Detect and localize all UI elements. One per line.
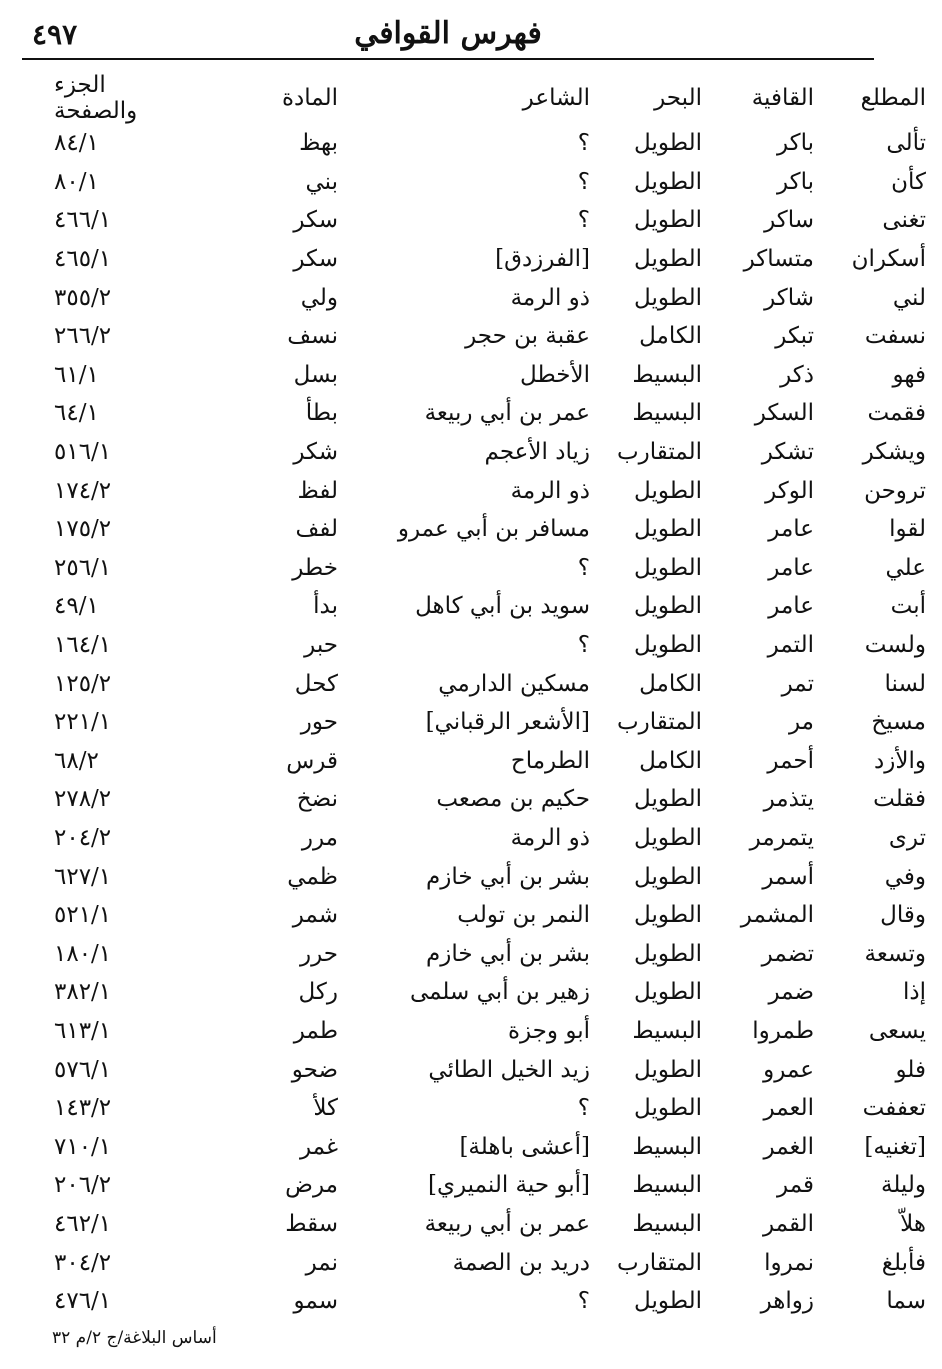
- table-row: [40, 471, 932, 510]
- table-row: [40, 973, 932, 1012]
- table-row: [40, 857, 932, 896]
- cell-poet: دريد بن الصمة: [452, 1249, 590, 1276]
- cell-bahr: المتقارب: [616, 709, 702, 736]
- cell-qafia: ساكر: [764, 207, 814, 234]
- cell-qafia: تمر: [781, 670, 814, 697]
- cell-bahr: الطويل: [634, 1095, 702, 1122]
- cell-mada: بدأ: [313, 593, 338, 620]
- cell-qafia: تبكر: [775, 323, 814, 350]
- cell-bahr: الطويل: [634, 168, 702, 195]
- cell-mada: مرض: [285, 1172, 338, 1199]
- cell-volume-page: ٣٠٤/٢: [54, 1249, 112, 1276]
- cell-matla: مسيخ: [871, 709, 926, 736]
- cell-qafia: متساكر: [743, 246, 814, 273]
- cell-matla: تألى: [886, 130, 926, 157]
- cell-qafia: التمر: [767, 632, 814, 659]
- table-row: [40, 433, 932, 472]
- cell-volume-page: ٤٦٥/١: [54, 246, 112, 273]
- cell-qafia: ذكر: [780, 361, 814, 388]
- page-number: ٤٩٧: [32, 18, 78, 51]
- cell-bahr: المتقارب: [616, 439, 702, 466]
- cell-matla: يسعى: [868, 1017, 926, 1044]
- cell-poet: عقبة بن حجر: [465, 323, 590, 350]
- cell-bahr: الطويل: [634, 477, 702, 504]
- cell-poet: سويد بن أبي كاهل: [415, 593, 590, 620]
- table-row: [40, 1012, 932, 1051]
- cell-poet: عمر بن أبي ربيعة: [424, 1210, 590, 1237]
- page-header: [22, 12, 874, 56]
- cell-bahr: الكامل: [639, 747, 702, 774]
- column-header-matla: المطلع: [860, 85, 926, 111]
- cell-mada: مرر: [301, 824, 338, 851]
- cell-bahr: الطويل: [634, 979, 702, 1006]
- cell-poet: حكيم بن مصعب: [436, 786, 590, 813]
- table-row: [40, 587, 932, 626]
- cell-mada: سمو: [293, 1288, 338, 1315]
- cell-bahr: المتقارب: [616, 1249, 702, 1276]
- cell-poet: ؟: [577, 554, 590, 581]
- cell-matla: وليلة: [880, 1172, 926, 1199]
- cell-matla: أسكران: [851, 246, 926, 273]
- cell-bahr: الطويل: [634, 902, 702, 929]
- cell-volume-page: ٤٩/١: [54, 593, 99, 620]
- cell-poet: ذو الرمة: [510, 477, 590, 504]
- cell-poet: مسكين الدارمي: [438, 670, 590, 697]
- cell-qafia: عامر: [768, 516, 814, 543]
- cell-qafia: شاكر: [764, 284, 814, 311]
- cell-mada: نمر: [305, 1249, 338, 1276]
- cell-qafia: باكر: [776, 168, 814, 195]
- page-title: فهرس القوافي: [354, 16, 542, 51]
- cell-qafia: الغمر: [763, 1133, 814, 1160]
- cell-poet: زياد الأعجم: [484, 439, 590, 466]
- cell-matla: أبت: [890, 593, 926, 620]
- cell-qafia: العمر: [763, 1095, 814, 1122]
- table-row: [40, 1050, 932, 1089]
- table-row: [40, 934, 932, 973]
- cell-poet: ؟: [577, 1095, 590, 1122]
- cell-qafia: يتمرمر: [749, 824, 814, 851]
- cell-poet: [أعشى باهلة]: [459, 1133, 590, 1160]
- cell-volume-page: ٦٨/٢: [54, 747, 99, 774]
- cell-mada: لفظ: [297, 477, 338, 504]
- footer-note: أساس البلاغة/ج ٢/م ٣٢: [52, 1328, 217, 1348]
- cell-volume-page: ١٧٤/٢: [54, 477, 112, 504]
- cell-qafia: زواهر: [760, 1288, 814, 1315]
- cell-poet: ؟: [577, 207, 590, 234]
- cell-mada: خطر: [292, 554, 338, 581]
- cell-volume-page: ١٤٣/٢: [54, 1095, 112, 1122]
- cell-matla: كأن: [891, 168, 926, 195]
- table-row: [40, 626, 932, 665]
- cell-qafia: قمر: [777, 1172, 814, 1199]
- cell-bahr: الطويل: [634, 246, 702, 273]
- cell-matla: ولست: [864, 632, 926, 659]
- cell-matla: لقوا: [889, 516, 926, 543]
- cell-volume-page: ١٢٥/٢: [54, 670, 112, 697]
- cell-qafia: الوكر: [765, 477, 814, 504]
- cell-mada: نسف: [287, 323, 338, 350]
- cell-matla: فهو: [892, 361, 926, 388]
- cell-mada: لفف: [295, 516, 338, 543]
- cell-mada: حرر: [299, 940, 338, 967]
- cell-bahr: البسيط: [632, 1172, 702, 1199]
- cell-poet: الطرماح: [510, 747, 590, 774]
- table-row: [40, 742, 932, 781]
- cell-mada: قرس: [286, 747, 338, 774]
- cell-mada: كلأ: [313, 1095, 338, 1122]
- cell-matla: فأبلغ: [881, 1249, 926, 1276]
- table-row: [40, 703, 932, 742]
- cell-poet: [الفرزدق]: [495, 246, 590, 273]
- cell-mada: بطأ: [305, 400, 338, 427]
- cell-poet: زهير بن أبي سلمى: [409, 979, 590, 1006]
- cell-volume-page: ٢٢١/١: [54, 709, 112, 736]
- cell-poet: [أبو حية النميري]: [428, 1172, 590, 1199]
- table-row: [40, 163, 932, 202]
- cell-qafia: المشمر: [740, 902, 814, 929]
- table-row: [40, 317, 932, 356]
- cell-volume-page: ٣٨٢/١: [54, 979, 112, 1006]
- cell-matla: لني: [892, 284, 926, 311]
- cell-matla: وقال: [880, 902, 926, 929]
- column-header-qafia: القافية: [751, 85, 814, 111]
- cell-qafia: السكر: [754, 400, 814, 427]
- column-header-mada: المادة: [282, 85, 338, 111]
- cell-volume-page: ٥٢١/١: [54, 902, 112, 929]
- cell-mada: شمر: [292, 902, 338, 929]
- cell-volume-page: ٢٥٦/١: [54, 554, 112, 581]
- table-row: [40, 240, 932, 279]
- cell-qafia: تضمر: [761, 940, 814, 967]
- cell-qafia: القمر: [762, 1210, 814, 1237]
- cell-volume-page: ٢٠٤/٢: [54, 824, 112, 851]
- cell-mada: نضخ: [296, 786, 338, 813]
- cell-matla: هلاّ: [900, 1210, 926, 1237]
- cell-poet: الأخطل: [519, 361, 590, 388]
- cell-matla: تروحن: [864, 477, 926, 504]
- cell-poet: [الأشعر الرقباني]: [425, 709, 590, 736]
- table-row: [40, 1127, 932, 1166]
- cell-poet: النمر بن تولب: [457, 902, 590, 929]
- cell-mada: سقط: [285, 1210, 338, 1237]
- cell-matla: تغنى: [882, 207, 926, 234]
- cell-poet: ذو الرمة: [510, 284, 590, 311]
- cell-matla: فقلت: [873, 786, 926, 813]
- cell-mada: ضحو: [291, 1056, 338, 1083]
- cell-poet: زيد الخيل الطائي: [428, 1056, 590, 1083]
- cell-matla: [تغنيه]: [864, 1133, 926, 1160]
- cell-matla: نسفت: [864, 323, 926, 350]
- cell-mada: سكر: [293, 207, 338, 234]
- table-row: [40, 356, 932, 395]
- cell-volume-page: ١٨٠/١: [54, 940, 112, 967]
- table-row: [40, 1166, 932, 1205]
- cell-matla: فقمت: [867, 400, 926, 427]
- table-row: [40, 201, 932, 240]
- table-row: [40, 664, 932, 703]
- cell-bahr: البسيط: [632, 1210, 702, 1237]
- column-header-volume-page: الجزء والصفحة: [54, 72, 138, 124]
- table-row: [40, 819, 932, 858]
- cell-volume-page: ١٧٥/٢: [54, 516, 112, 543]
- cell-volume-page: ٨٠/١: [54, 168, 99, 195]
- cell-volume-page: ٤٦٢/١: [54, 1210, 112, 1237]
- cell-matla: إذا: [902, 979, 926, 1006]
- cell-volume-page: ٨٤/١: [54, 130, 99, 157]
- cell-mada: بهظ: [299, 130, 338, 157]
- table-row: [40, 549, 932, 588]
- cell-poet: ؟: [577, 1288, 590, 1315]
- table-row: [40, 278, 932, 317]
- table-row: [40, 780, 932, 819]
- cell-bahr: الطويل: [634, 1056, 702, 1083]
- cell-qafia: طمروا: [752, 1017, 814, 1044]
- cell-matla: ويشكر: [862, 439, 926, 466]
- header-rule: [22, 58, 874, 60]
- cell-poet: بشر بن أبي خازم: [426, 940, 590, 967]
- cell-poet: عمر بن أبي ربيعة: [424, 400, 590, 427]
- cell-qafia: يتذمر: [763, 786, 814, 813]
- cell-volume-page: ٦٢٧/١: [54, 863, 112, 890]
- cell-volume-page: ٤٧٦/١: [54, 1288, 112, 1315]
- cell-matla: والأزد: [874, 747, 926, 774]
- cell-poet: ؟: [577, 168, 590, 195]
- cell-mada: حور: [300, 709, 338, 736]
- cell-bahr: الطويل: [634, 632, 702, 659]
- cell-qafia: عمرو: [763, 1056, 814, 1083]
- cell-matla: وتسعة: [864, 940, 926, 967]
- cell-mada: ولي: [300, 284, 338, 311]
- cell-qafia: تشكر: [761, 439, 814, 466]
- cell-volume-page: ٢٦٦/٢: [54, 323, 112, 350]
- cell-volume-page: ٥١٦/١: [54, 439, 112, 466]
- cell-qafia: عامر: [768, 554, 814, 581]
- table-body: [40, 124, 932, 1320]
- cell-mada: سكر: [293, 246, 338, 273]
- cell-matla: ترى: [888, 824, 926, 851]
- cell-matla: لسنا: [884, 670, 926, 697]
- cell-bahr: البسيط: [632, 361, 702, 388]
- table-row: [40, 1282, 932, 1321]
- cell-bahr: الطويل: [634, 284, 702, 311]
- cell-bahr: الطويل: [634, 940, 702, 967]
- cell-mada: بسل: [293, 361, 338, 388]
- cell-volume-page: ٢٠٦/٢: [54, 1172, 112, 1199]
- cell-matla: وفي: [884, 863, 926, 890]
- rhyme-index-table: [40, 72, 932, 1320]
- cell-qafia: نمروا: [764, 1249, 814, 1276]
- cell-bahr: الطويل: [634, 1288, 702, 1315]
- table-header-row: [40, 72, 932, 124]
- cell-qafia: مر: [788, 709, 814, 736]
- table-row: [40, 1089, 932, 1128]
- cell-bahr: الكامل: [639, 670, 702, 697]
- cell-volume-page: ٧١٠/١: [54, 1133, 112, 1160]
- table-row: [40, 394, 932, 433]
- cell-bahr: الطويل: [634, 516, 702, 543]
- column-header-bahr: البحر: [654, 85, 702, 111]
- table-row: [40, 510, 932, 549]
- cell-bahr: الطويل: [634, 554, 702, 581]
- cell-bahr: الطويل: [634, 130, 702, 157]
- cell-volume-page: ٥٧٦/١: [54, 1056, 112, 1083]
- cell-poet: ذو الرمة: [510, 824, 590, 851]
- cell-bahr: الطويل: [634, 207, 702, 234]
- cell-volume-page: ١٦٤/١: [54, 632, 112, 659]
- cell-volume-page: ٦١٣/١: [54, 1017, 112, 1044]
- cell-bahr: البسيط: [632, 1017, 702, 1044]
- cell-mada: غمر: [299, 1133, 338, 1160]
- cell-matla: علي: [885, 554, 926, 581]
- cell-volume-page: ٣٥٥/٢: [54, 284, 112, 311]
- cell-bahr: الطويل: [634, 863, 702, 890]
- cell-poet: مسافر بن أبي عمرو: [397, 516, 590, 543]
- cell-matla: فلو: [895, 1056, 926, 1083]
- table-row: [40, 124, 932, 163]
- table-row: [40, 1205, 932, 1244]
- cell-mada: حبر: [304, 632, 338, 659]
- table-row: [40, 1243, 932, 1282]
- cell-poet: أبو وجزة: [507, 1017, 590, 1044]
- cell-qafia: ضمر: [768, 979, 814, 1006]
- cell-volume-page: ٦١/١: [54, 361, 99, 388]
- cell-bahr: الكامل: [639, 323, 702, 350]
- cell-mada: شكر: [293, 439, 338, 466]
- cell-qafia: عامر: [768, 593, 814, 620]
- cell-mada: ظمي: [287, 863, 338, 890]
- cell-matla: سما: [886, 1288, 926, 1315]
- cell-mada: ركل: [298, 979, 338, 1006]
- cell-qafia: أسمر: [762, 863, 814, 890]
- cell-matla: تعففت: [862, 1095, 926, 1122]
- column-header-poet: الشاعر: [522, 85, 590, 111]
- cell-mada: كحل: [294, 670, 338, 697]
- cell-bahr: الطويل: [634, 824, 702, 851]
- cell-volume-page: ٤٦٦/١: [54, 207, 112, 234]
- cell-bahr: الطويل: [634, 786, 702, 813]
- cell-poet: بشر بن أبي خازم: [426, 863, 590, 890]
- cell-bahr: الطويل: [634, 593, 702, 620]
- cell-bahr: البسيط: [632, 400, 702, 427]
- cell-poet: ؟: [577, 130, 590, 157]
- cell-qafia: أحمر: [767, 747, 814, 774]
- cell-mada: طمر: [293, 1017, 338, 1044]
- table-row: [40, 896, 932, 935]
- cell-bahr: البسيط: [632, 1133, 702, 1160]
- cell-poet: ؟: [577, 632, 590, 659]
- cell-mada: بني: [305, 168, 338, 195]
- cell-volume-page: ٦٤/١: [54, 400, 99, 427]
- cell-qafia: باكر: [776, 130, 814, 157]
- cell-volume-page: ٢٧٨/٢: [54, 786, 112, 813]
